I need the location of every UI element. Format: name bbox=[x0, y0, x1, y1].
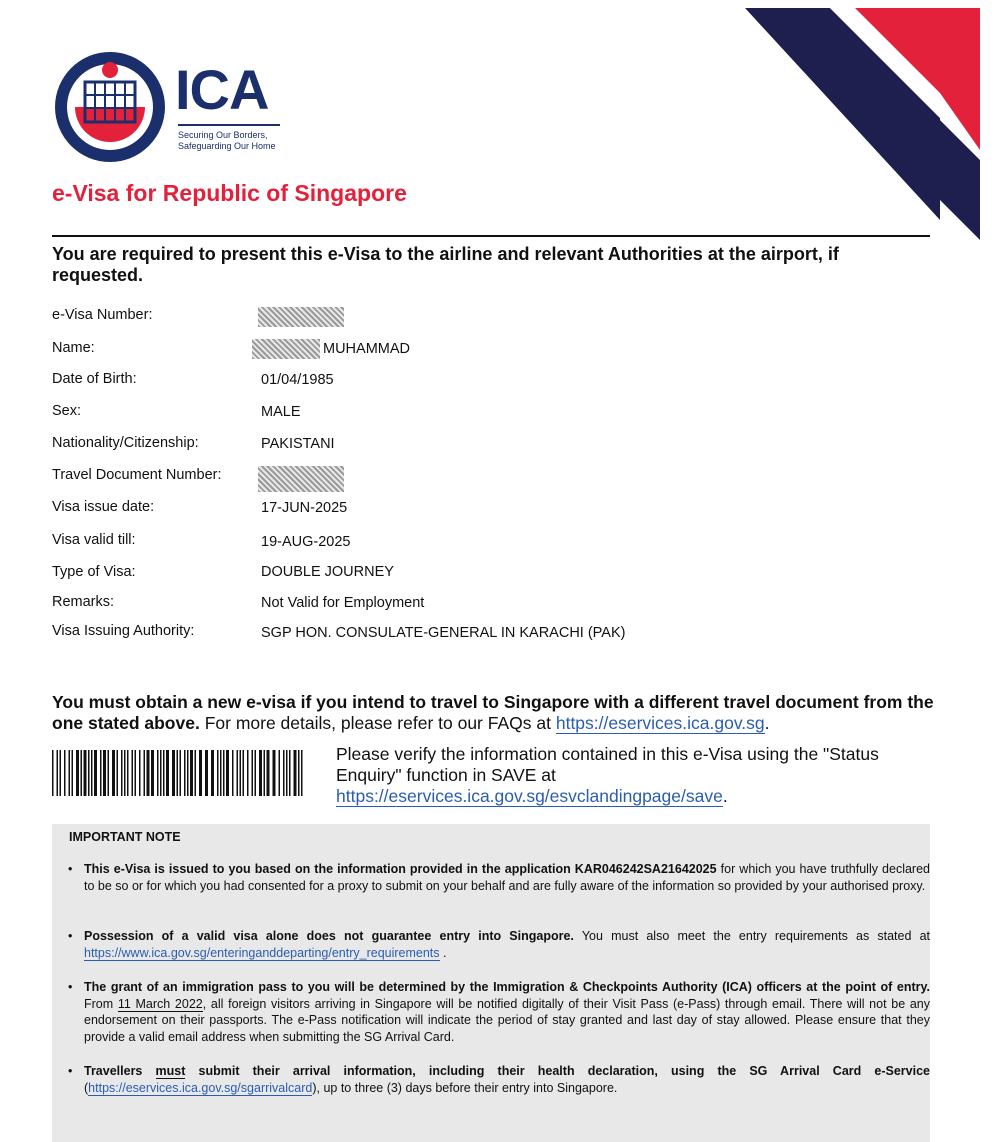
note4-text: ), up to three (3) days before their entry into Singapore. bbox=[312, 1080, 618, 1095]
note4-bold1: Travellers bbox=[84, 1064, 143, 1078]
note2-text: You must also meet the entry requirements as stated at bbox=[581, 929, 931, 943]
field-value-remarks: Not Valid for Employment bbox=[261, 595, 425, 611]
ica-seal-icon bbox=[53, 50, 167, 164]
field-value-name: MUHAMMAD bbox=[323, 341, 410, 357]
field-label-issue-date: Visa issue date: bbox=[52, 499, 155, 515]
note3-date: 11 March 2022 bbox=[117, 996, 203, 1011]
verify-notice bbox=[336, 744, 936, 807]
faq-link[interactable]: https://eservices.ica.gov.sg bbox=[555, 713, 765, 733]
present-notice: You are required to present this e-Visa to the airline and relevant Authorities at the airport, if requested. bbox=[52, 244, 839, 285]
field-value-sex: MALE bbox=[261, 404, 301, 420]
important-note-title: IMPORTANT NOTE bbox=[69, 830, 181, 844]
note-item-immigration-pass bbox=[68, 979, 930, 1045]
important-note-panel bbox=[52, 824, 930, 1142]
faq-reference-text: For more details, please refer to our FAQs at bbox=[204, 713, 551, 733]
note-item-arrival-card bbox=[68, 1063, 930, 1096]
redacted-name bbox=[252, 339, 320, 359]
note2-period: . bbox=[443, 945, 447, 960]
field-value-issue-date: 17-JUN-2025 bbox=[261, 500, 348, 516]
field-label-issuing-authority: Visa Issuing Authority: bbox=[52, 623, 195, 639]
bullet-icon: • bbox=[68, 929, 73, 943]
note4-bold2: submit their arrival information, including their health declaration, using the SG Arrival Card e-Service bbox=[198, 1064, 930, 1078]
note-item-application bbox=[68, 861, 930, 894]
note2-bold: Possession of a valid visa alone does not guarantee entry into Singapore. bbox=[84, 929, 574, 943]
bullet-icon: • bbox=[68, 1064, 73, 1078]
ica-logo-text: ICA bbox=[175, 58, 269, 121]
title-divider bbox=[52, 235, 930, 237]
note1-bold: This e-Visa is issued to you based on the information provided in the application KAR046242SA21642025 bbox=[84, 862, 717, 876]
tagline-line1: Securing Our Borders, bbox=[178, 130, 268, 140]
field-label-valid-till: Visa valid till: bbox=[52, 532, 136, 548]
bullet-icon: • bbox=[68, 980, 73, 994]
note-item-entry-requirements bbox=[68, 928, 930, 961]
document-title: e-Visa for Republic of Singapore bbox=[52, 180, 407, 206]
save-landing-link[interactable]: https://eservices.ica.gov.sg/esvclandingpage/save bbox=[336, 786, 723, 806]
note3-text: , all foreign visitors arriving in Singapore will be notified digitally of their Visit Pass (e-Pass) through email. There will not be any endorsement on their passports. The e-Pass notification will indicate the period of stay granted and last day of stay allowed. Please ensure that they provide a valid email address when submitting the SG Arrival Card. bbox=[84, 996, 930, 1044]
field-label-visa-type: Type of Visa: bbox=[52, 564, 136, 580]
ica-logo bbox=[53, 50, 283, 170]
barcode-icon bbox=[52, 750, 304, 796]
field-value-nationality: PAKISTANI bbox=[261, 436, 335, 452]
field-label-dob: Date of Birth: bbox=[52, 371, 137, 387]
verify-period: . bbox=[722, 786, 728, 806]
verify-text: Please verify the information contained in this e-Visa using the "Status Enquiry" function in SAVE at bbox=[336, 744, 879, 785]
tagline-line2: Safeguarding Our Home bbox=[178, 141, 276, 151]
logo-divider bbox=[178, 124, 280, 126]
note3-bold: The grant of an immigration pass to you will be determined by the Immigration & Checkpoints Authority (ICA) officers at the point of entry. bbox=[84, 980, 930, 994]
field-value-dob: 01/04/1985 bbox=[261, 372, 334, 388]
field-label-remarks: Remarks: bbox=[52, 594, 115, 610]
note3-from: From bbox=[84, 996, 114, 1011]
bullet-icon: • bbox=[68, 862, 73, 876]
sg-arrival-card-link[interactable]: https://eservices.ica.gov.sg/sgarrivalcard bbox=[88, 1080, 313, 1095]
field-label-evisa-number: e-Visa Number: bbox=[52, 307, 153, 323]
field-value-issuing-authority: SGP HON. CONSULATE-GENERAL IN KARACHI (PAK) bbox=[261, 625, 626, 641]
field-value-valid-till: 19-AUG-2025 bbox=[261, 534, 351, 550]
field-value-visa-type: DOUBLE JOURNEY bbox=[261, 564, 394, 580]
ica-tagline bbox=[178, 130, 308, 152]
note1-text: for which you have truthfully declared to be so or for which you had consented for a proxy to submit on your behalf and are fully aware of the information so provided by your authorised proxy. bbox=[84, 862, 930, 893]
note4-open: ( bbox=[84, 1080, 89, 1095]
field-label-nationality: Nationality/Citizenship: bbox=[52, 435, 199, 451]
entry-requirements-link[interactable]: https://www.ica.gov.sg/enteringanddeparting/entry_requirements bbox=[84, 945, 440, 960]
redacted-evisa-number bbox=[258, 307, 344, 327]
corner-ribbon-decoration bbox=[735, 0, 1005, 250]
redacted-travel-document bbox=[258, 466, 344, 492]
new-evisa-notice bbox=[52, 692, 942, 734]
field-label-sex: Sex: bbox=[52, 403, 82, 419]
faq-period: . bbox=[764, 713, 770, 733]
new-evisa-notice-bold: You must obtain a new e-visa if you intend to travel to Singapore with a different travel document from the one stated above. bbox=[52, 692, 934, 733]
field-label-name: Name: bbox=[52, 340, 95, 356]
field-label-travel-document: Travel Document Number: bbox=[52, 467, 222, 483]
note4-must: must bbox=[155, 1064, 186, 1078]
